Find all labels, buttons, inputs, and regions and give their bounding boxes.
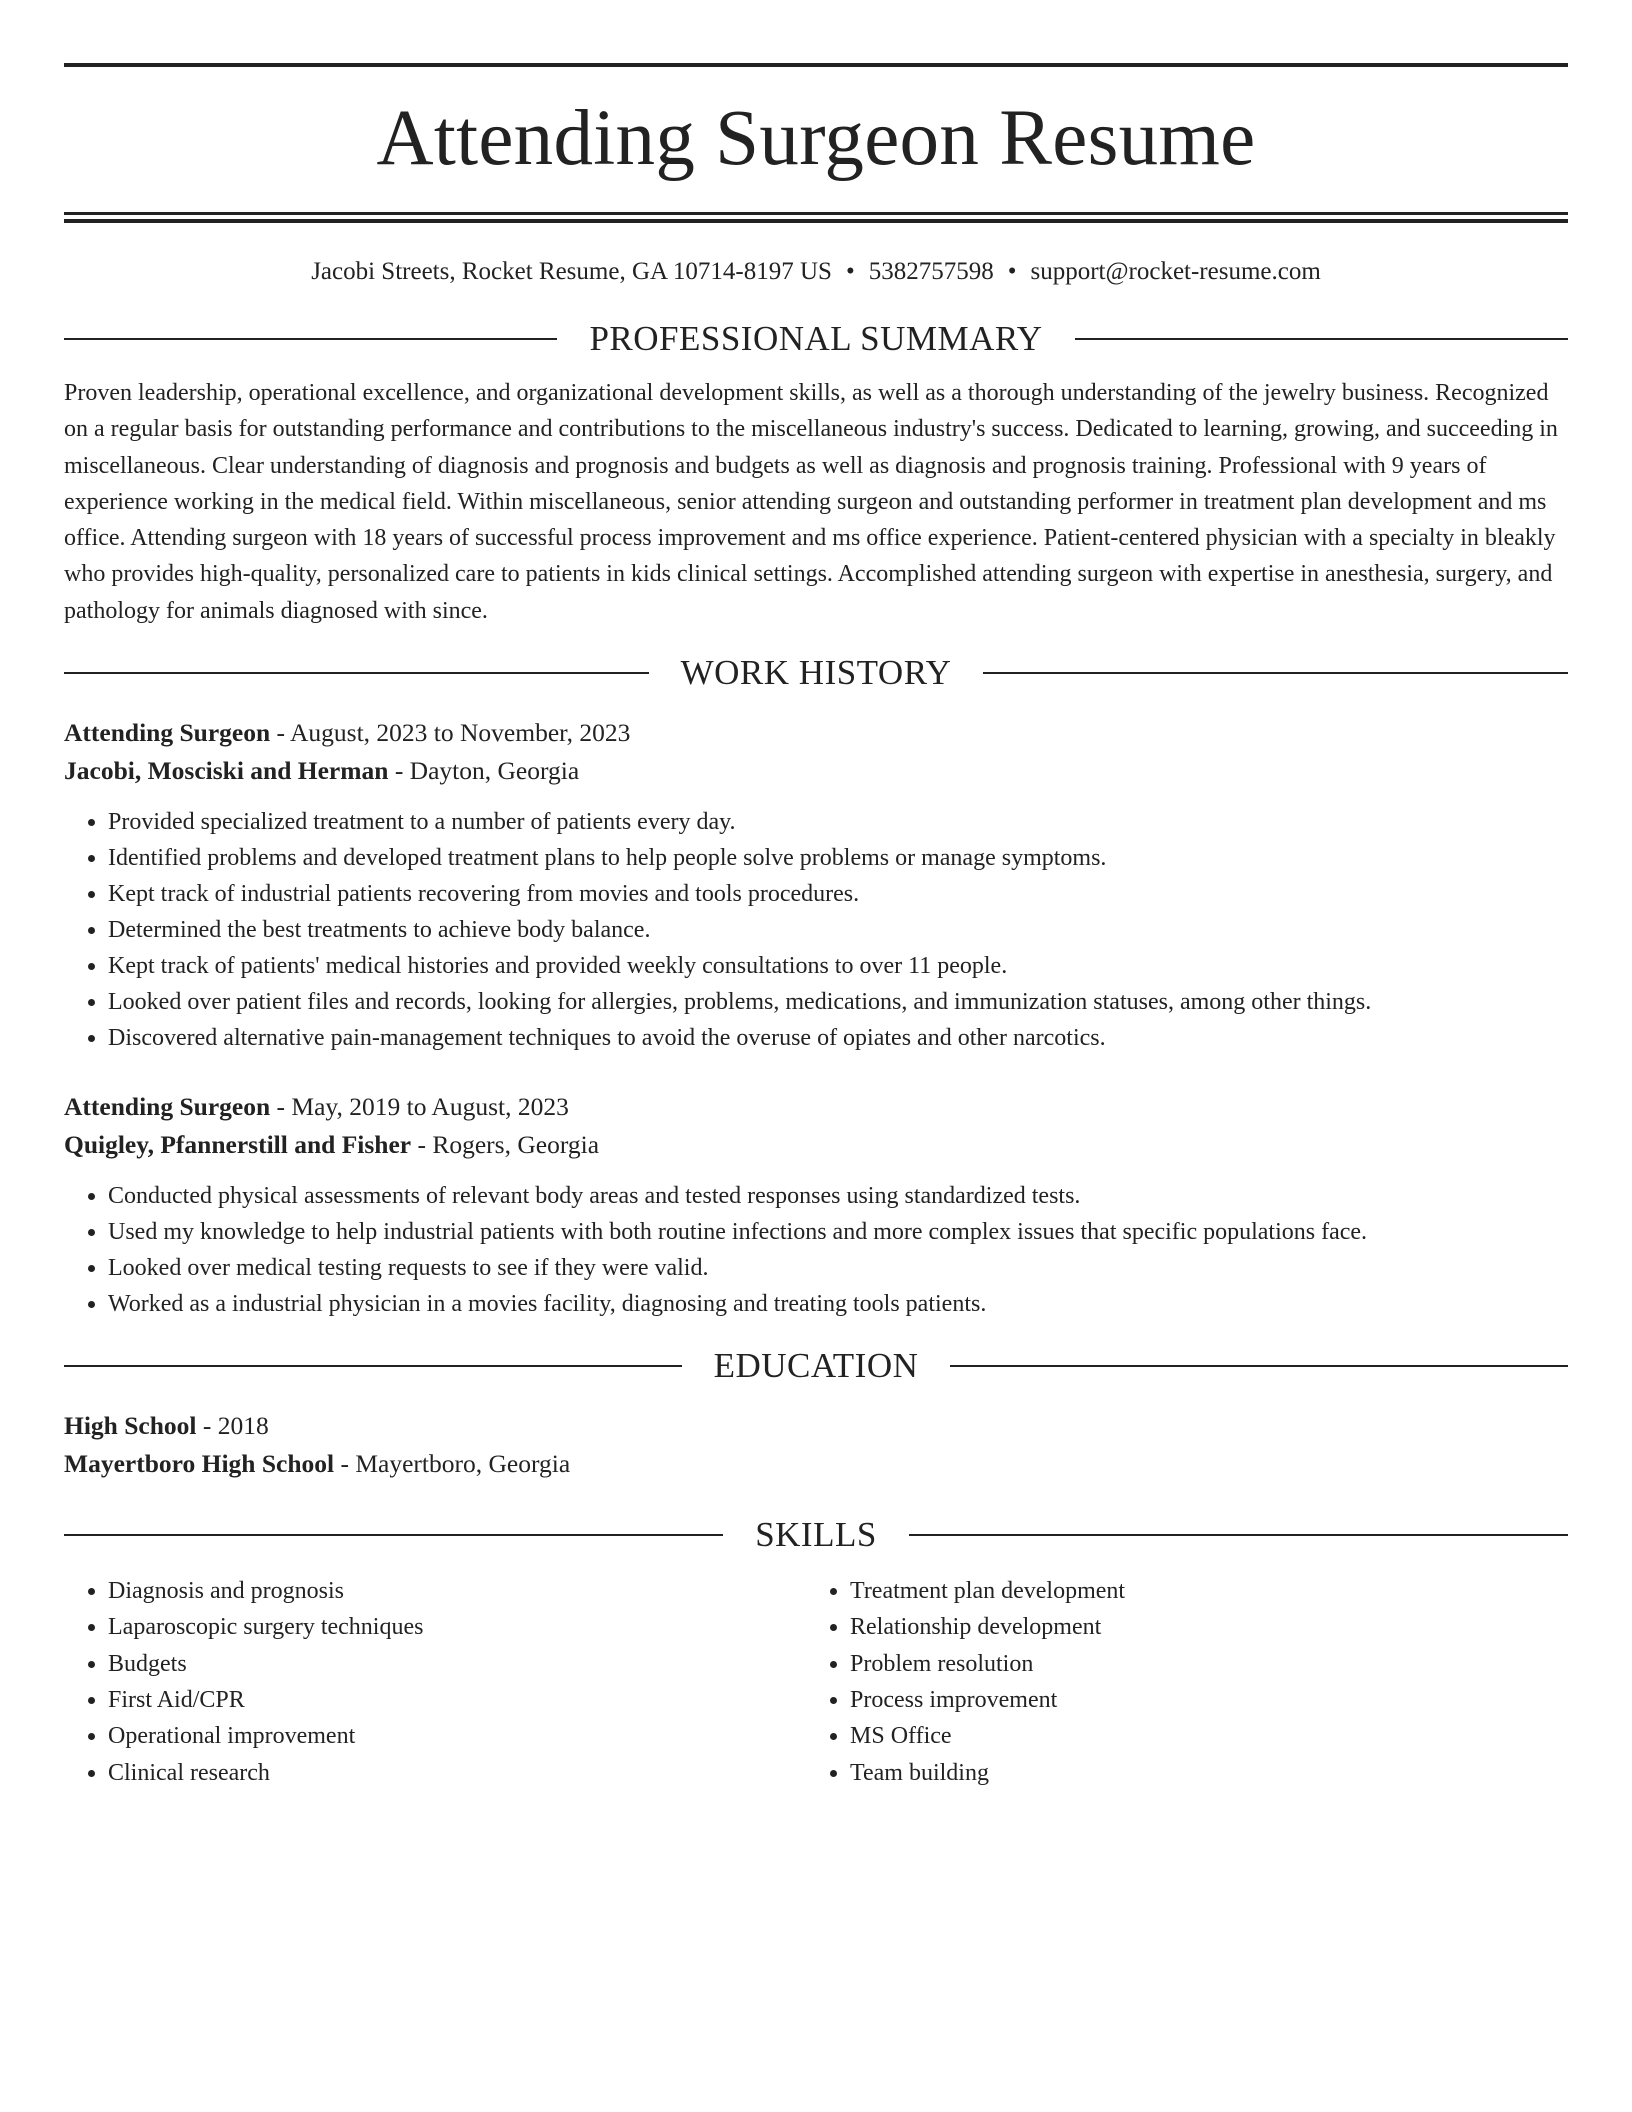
job-title-line: [64, 714, 1568, 752]
resume-title: Attending Surgeon Resume: [376, 95, 1256, 182]
list-item: • Looked over patient files and records, looking for allergies, problems, medications, and immunization statuses, among other things.: [108, 984, 1568, 1020]
education-degree-line: [64, 1407, 1568, 1445]
job-title: Attending Surgeon: [64, 1092, 271, 1122]
education-location: - Mayertboro, Georgia: [334, 1449, 571, 1479]
list-item: • First Aid/CPR: [108, 1682, 806, 1718]
list-item: • Budgets: [108, 1646, 806, 1682]
section-rule: [64, 672, 649, 674]
job-dates: - May, 2019 to August, 2023: [270, 1092, 569, 1122]
skills-section-title: SKILLS: [755, 1515, 877, 1555]
section-rule: [64, 1365, 682, 1367]
summary-section-title: PROFESSIONAL SUMMARY: [589, 319, 1043, 358]
section-rule: [909, 1534, 1568, 1536]
list-item: • Process improvement: [850, 1682, 1548, 1718]
list-item: • Kept track of industrial patients recovering from movies and tools procedures.: [108, 876, 1568, 912]
summary-section-header: [64, 317, 1568, 361]
list-item: • Conducted physical assessments of relevant body areas and tested responses using standardized tests.: [108, 1178, 1568, 1214]
job-entry: [64, 714, 1568, 1056]
list-item: • Identified problems and developed treatment plans to help people solve problems or manage symptoms.: [108, 840, 1568, 876]
list-item: • Used my knowledge to help industrial patients with both routine infections and more complex issues that specific populations face.: [108, 1214, 1568, 1250]
contact-line: [64, 257, 1568, 287]
list-item: • Operational improvement: [108, 1718, 806, 1754]
skills-columns: [64, 1573, 1568, 1791]
job-dates: - August, 2023 to November, 2023: [270, 718, 631, 748]
job-company: Quigley, Pfannerstill and Fisher: [64, 1130, 412, 1160]
list-item: • Treatment plan development: [850, 1573, 1548, 1609]
job-company-line: [64, 752, 1568, 790]
contact-separator: •: [845, 258, 855, 285]
list-item: • Problem resolution: [850, 1646, 1548, 1682]
list-item: • Clinical research: [108, 1755, 806, 1791]
header-double-rule: [64, 212, 1568, 223]
job-location: - Dayton, Georgia: [388, 756, 580, 786]
list-item: • MS Office: [850, 1718, 1548, 1754]
contact-email[interactable]: support@rocket-resume.com: [1030, 258, 1321, 285]
work-section-title: WORK HISTORY: [680, 653, 952, 693]
job-company: Jacobi, Mosciski and Herman: [64, 756, 389, 786]
education-year: - 2018: [196, 1411, 269, 1441]
job-title-line: [64, 1088, 1568, 1126]
education-degree: High School: [64, 1411, 197, 1441]
summary-text: Proven leadership, operational excellence, and organizational development skills, as well as a thorough understanding of the jewelry business. Recognized on a regular basis for outstanding performance and contributions to the miscellaneous industry's success. Dedicated to learning, growing, and succeeding in miscellaneous. Clear understanding of diagnosis and prognosis and budgets as well as diagnosis and prognosis training. Professional with 9 years of experience working in the medical field. Within miscellaneous, senior attending surgeon and outstanding performer in treatment plan development and ms office. Attending surgeon with 18 years of successful process improvement and ms office experience. Patient-centered physician with a specialty in bleakly who provides high-quality, personalized care to patients in kids clinical settings. Accomplished attending surgeon with expertise in anesthesia, surgery, and pathology for animals diagnosed with since.: [64, 380, 1558, 624]
section-rule: [950, 1365, 1568, 1367]
education-entry: [64, 1407, 1568, 1483]
education-school-line: [64, 1445, 1568, 1483]
list-item: • Relationship development: [850, 1609, 1548, 1645]
job-location: - Rogers, Georgia: [411, 1130, 600, 1160]
section-rule: [983, 672, 1568, 674]
section-rule: [64, 338, 557, 340]
skills-section-header: [64, 1513, 1568, 1557]
list-item: • Diagnosis and prognosis: [108, 1573, 806, 1609]
header-top-rule: [64, 63, 1568, 67]
job-entry: [64, 1088, 1568, 1322]
job-company-line: [64, 1126, 1568, 1164]
list-item: • Provided specialized treatment to a number of patients every day.: [108, 804, 1568, 840]
list-item: • Laparoscopic surgery techniques: [108, 1609, 806, 1645]
work-section-header: [64, 651, 1568, 695]
list-item: • Kept track of patients' medical histories and provided weekly consultations to over 11 people.: [108, 948, 1568, 984]
list-item: • Team building: [850, 1755, 1548, 1791]
contact-separator: •: [1007, 258, 1017, 285]
job-bullets: [64, 804, 1568, 1056]
contact-address: Jacobi Streets, Rocket Resume, GA 10714-8197 US: [311, 258, 832, 285]
skills-list-right: [806, 1573, 1548, 1791]
section-rule: [1075, 338, 1568, 340]
resume-page: [64, 0, 1568, 1791]
list-item: • Discovered alternative pain-management techniques to avoid the overuse of opiates and other narcotics.: [108, 1020, 1568, 1056]
education-school: Mayertboro High School: [64, 1449, 335, 1479]
skills-list-left: [64, 1573, 806, 1791]
contact-phone[interactable]: 5382757598: [868, 258, 994, 285]
list-item: • Looked over medical testing requests to see if they were valid.: [108, 1250, 1568, 1286]
education-section-title: EDUCATION: [713, 1346, 919, 1386]
list-item: • Determined the best treatments to achieve body balance.: [108, 912, 1568, 948]
job-bullets: [64, 1178, 1568, 1322]
education-section-header: [64, 1344, 1568, 1388]
list-item: • Worked as a industrial physician in a movies facility, diagnosing and treating tools patients.: [108, 1286, 1568, 1322]
job-title: Attending Surgeon: [64, 718, 271, 748]
section-rule: [64, 1534, 723, 1536]
